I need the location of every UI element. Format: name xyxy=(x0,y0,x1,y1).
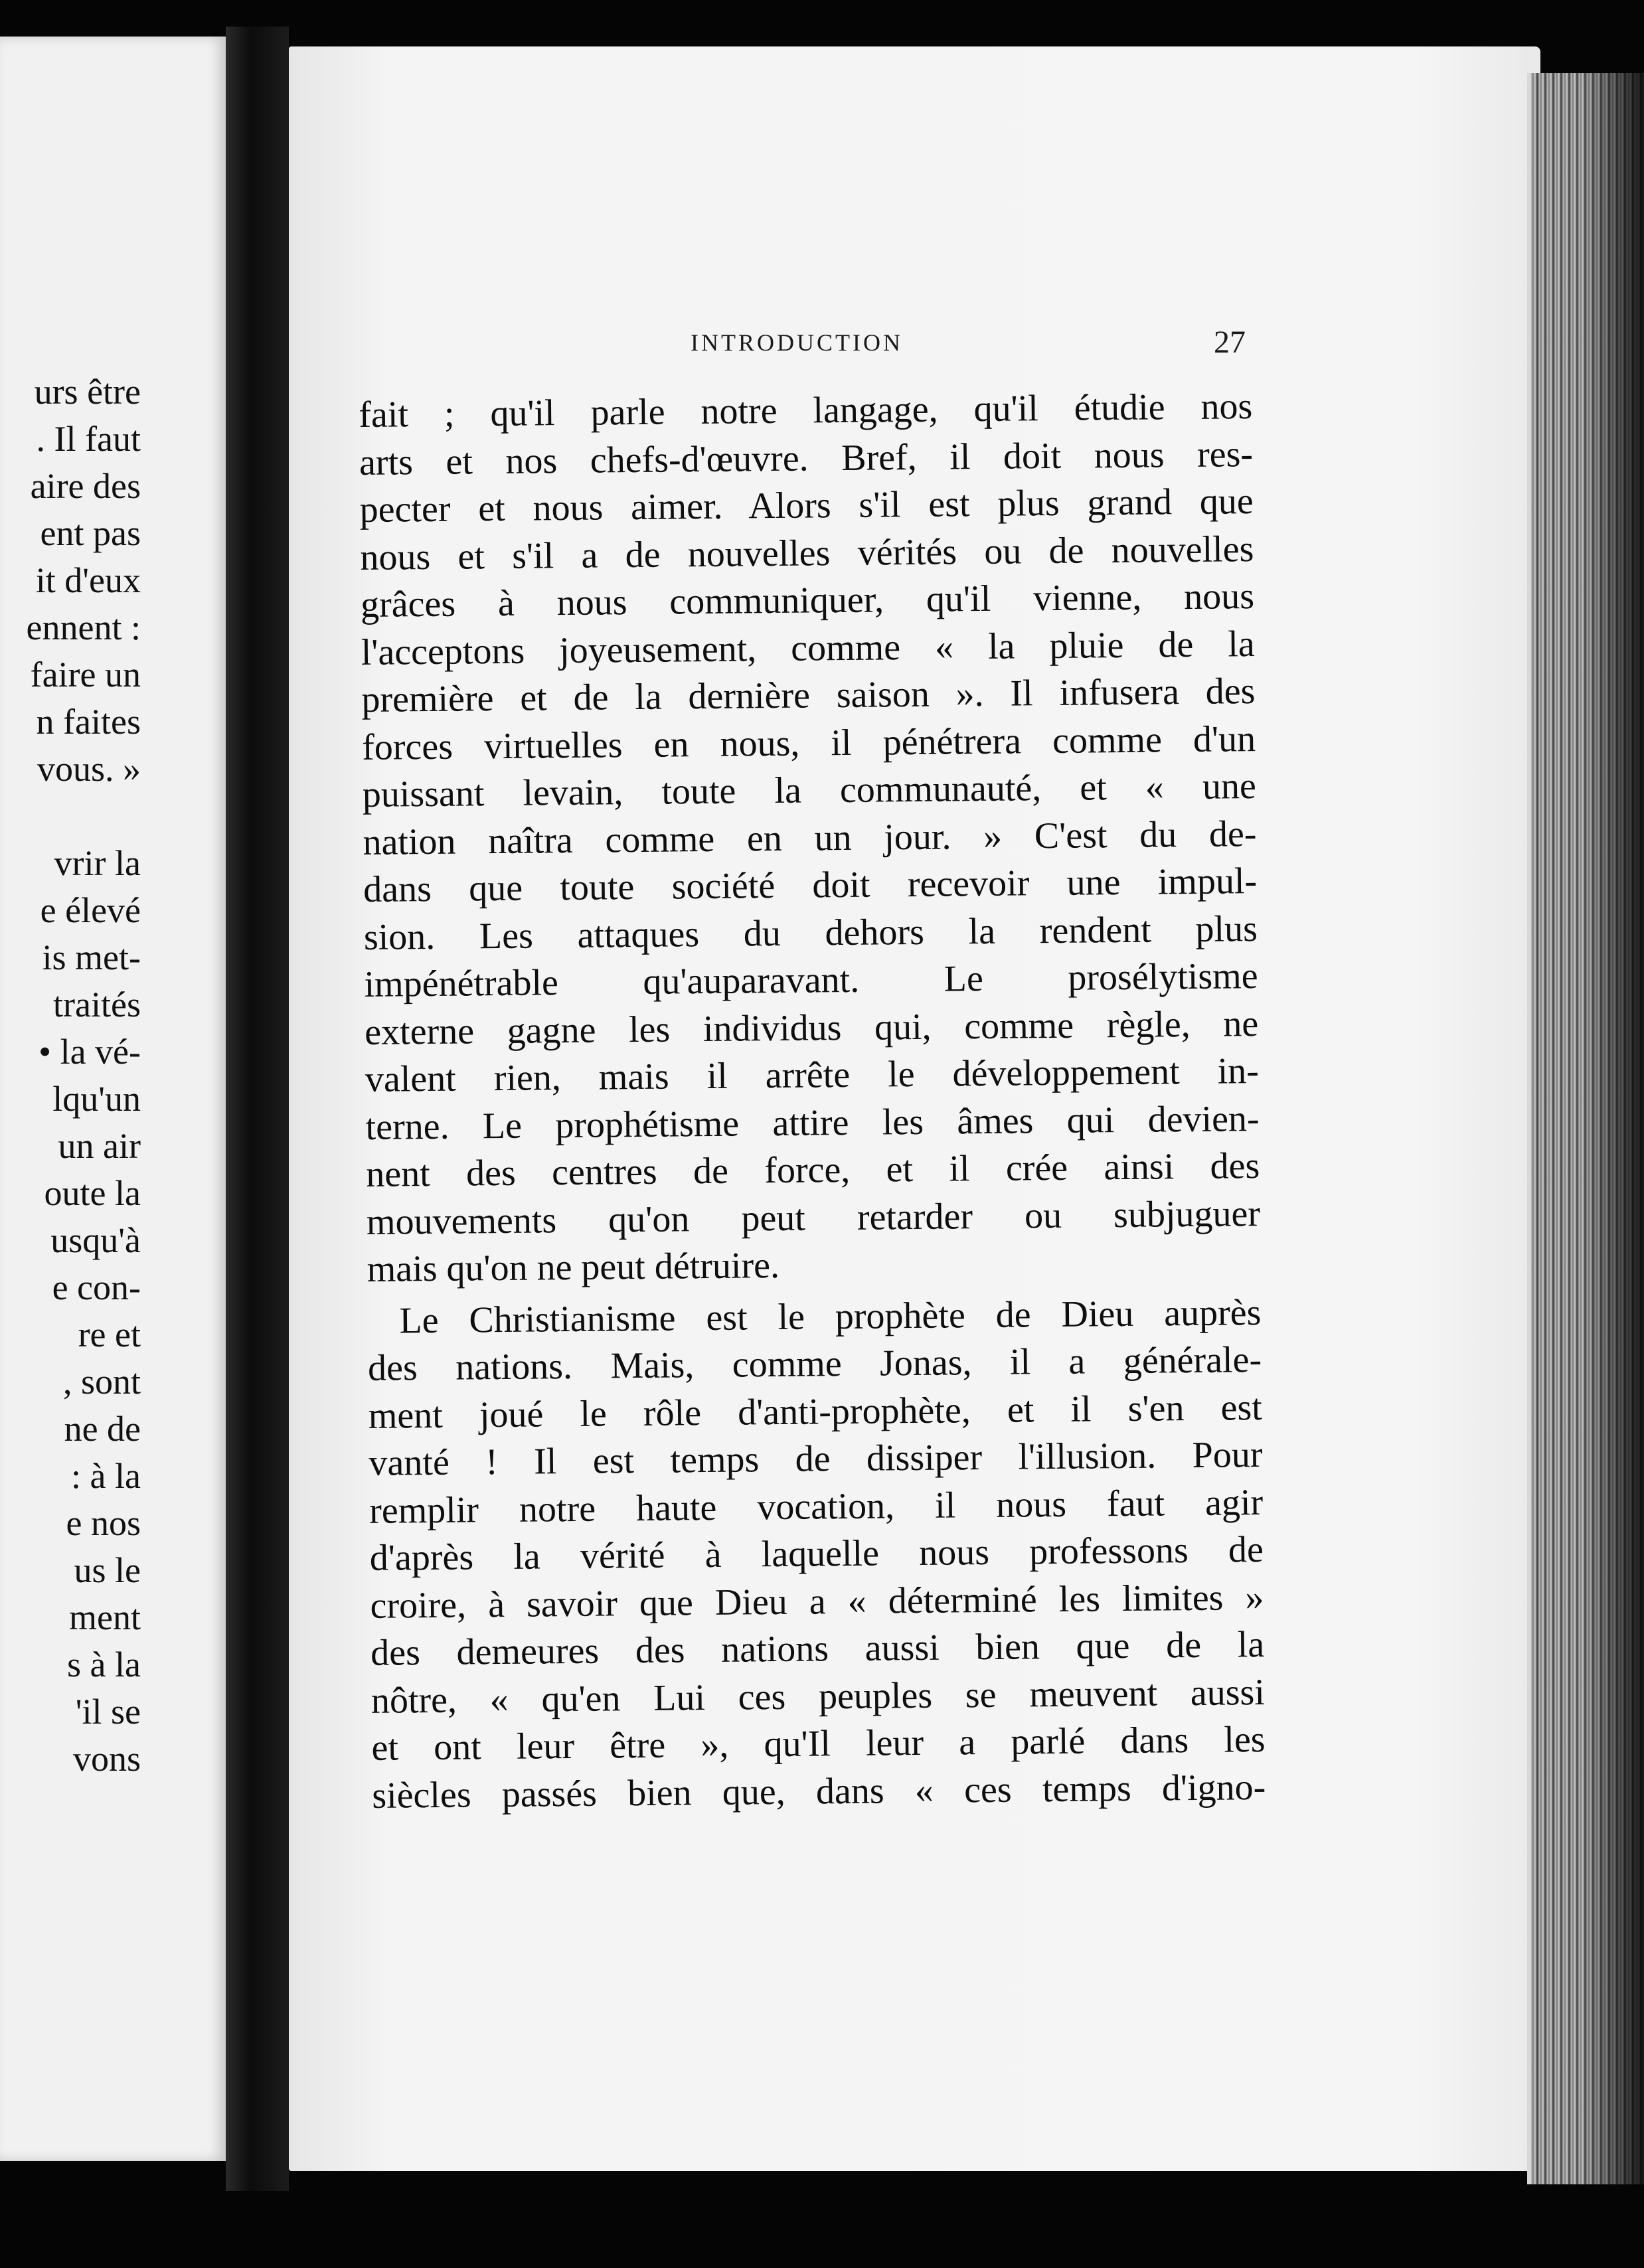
left-line: e con- xyxy=(52,1267,141,1307)
text-line: d'après la vérité à laquelle nous professons de xyxy=(369,1529,1264,1579)
text-line: nent des centres de force, et il crée ainsi des xyxy=(366,1145,1260,1195)
left-page xyxy=(0,37,226,2161)
left-line: vons xyxy=(72,1739,141,1779)
page-edges-shadow xyxy=(1580,73,1644,2184)
paragraph-1 xyxy=(359,383,1261,1293)
text-line: terne. Le prophétisme attire les âmes qui devien- xyxy=(365,1097,1260,1148)
text-line: l'acceptons joyeusement, comme « la pluie de la xyxy=(361,623,1256,673)
text-line: nous et s'il a de nouvelles vérités ou de nouvelles xyxy=(360,528,1254,578)
text-line: remplir notre haute vocation, il nous faut agir xyxy=(369,1481,1264,1532)
left-line: ennent : xyxy=(26,608,141,647)
left-line: . Il faut xyxy=(36,419,141,459)
left-line: n faites xyxy=(36,702,141,742)
running-head: INTRODUCTION xyxy=(691,329,903,356)
left-line: ment xyxy=(69,1597,141,1637)
left-line: vous. » xyxy=(37,749,141,789)
text-line: nôtre, « qu'en Lui ces peuples se meuvent aussi xyxy=(370,1671,1266,1722)
left-line: usqu'à xyxy=(50,1220,141,1260)
left-line: : à la xyxy=(71,1456,141,1496)
left-line: oute la xyxy=(44,1173,141,1213)
left-line: ne de xyxy=(64,1409,141,1449)
left-paragraph-gap xyxy=(0,793,141,840)
left-block-2 xyxy=(0,840,141,1783)
text-line: sion. Les attaques du dehors la rendent plus xyxy=(363,908,1258,958)
left-line: ent pas xyxy=(40,513,141,553)
left-line: vrir la xyxy=(54,843,141,883)
text-line: arts et nos chefs-d'œuvre. Bref, il doit nous res- xyxy=(359,433,1254,483)
text-line: grâces à nous communiquer, qu'il vienne, nous xyxy=(360,576,1255,625)
left-line: it d'eux xyxy=(35,560,141,600)
text-line: impénétrable qu'auparavant. Le prosélytisme xyxy=(364,955,1258,1005)
left-line: lqu'un xyxy=(52,1079,141,1119)
book-gutter xyxy=(226,27,289,2191)
left-page-text xyxy=(0,368,141,1783)
text-line: Le Christianisme est le prophète de Dieu auprès xyxy=(399,1291,1262,1341)
left-line: urs être xyxy=(34,372,141,412)
left-block-1 xyxy=(0,368,141,793)
text-line: des demeures des nations aussi bien que de la xyxy=(370,1623,1265,1674)
left-line: re et xyxy=(78,1315,141,1354)
left-line: • la vé- xyxy=(39,1032,141,1072)
text-line: première et de la dernière saison ». Il infusera des xyxy=(361,671,1256,720)
text-line: valent rien, mais il arrête le développement in- xyxy=(365,1050,1260,1100)
paragraph-2 xyxy=(367,1289,1266,1820)
text-line: forces virtuelles en nous, il pénétrera comme d'un xyxy=(361,718,1256,768)
left-line: un air xyxy=(58,1126,141,1166)
text-line: pecter et nous aimer. Alors s'il est plus grand que xyxy=(359,481,1254,530)
text-line: siècles passés bien que, dans « ces temps d'igno- xyxy=(371,1766,1266,1817)
text-line: puissant levain, toute la communauté, et « une xyxy=(362,766,1257,815)
left-line: e élevé xyxy=(40,890,141,930)
text-line: des nations. Mais, comme Jonas, il a générale- xyxy=(367,1339,1262,1389)
left-line: traités xyxy=(53,985,141,1024)
page-number: 27 xyxy=(1214,325,1246,360)
text-line: fait ; qu'il parle notre langage, qu'il étudie nos xyxy=(359,386,1253,436)
text-line: nation naîtra comme en un jour. » C'est du de- xyxy=(363,813,1257,863)
left-line: faire un xyxy=(30,655,141,694)
text-line: croire, à savoir que Dieu a « déterminé les limites » xyxy=(370,1576,1264,1627)
left-line: is met- xyxy=(42,937,141,977)
text-line: mais qu'on ne peut détruire. xyxy=(367,1244,780,1290)
left-line: s à la xyxy=(67,1645,141,1684)
left-line: , sont xyxy=(62,1362,141,1402)
left-line: us le xyxy=(74,1550,141,1590)
text-line: et ont leur être », qu'Il leur a parlé dans les xyxy=(371,1718,1266,1769)
left-line: e nos xyxy=(66,1503,141,1543)
text-line: dans que toute société doit recevoir une impul- xyxy=(363,860,1258,910)
text-line: vanté ! Il est temps de dissiper l'illusion. Pour xyxy=(369,1434,1263,1484)
left-line: aire des xyxy=(30,466,141,506)
left-line: 'il se xyxy=(75,1692,141,1732)
body-text xyxy=(359,383,1266,1820)
text-line: externe gagne les individus qui, comme règle, ne xyxy=(364,1003,1259,1053)
text-line: mouvements qu'on peut retarder ou subjuguer xyxy=(366,1192,1261,1243)
text-line: ment joué le rôle d'anti-prophète, et il s'en est xyxy=(368,1386,1263,1437)
